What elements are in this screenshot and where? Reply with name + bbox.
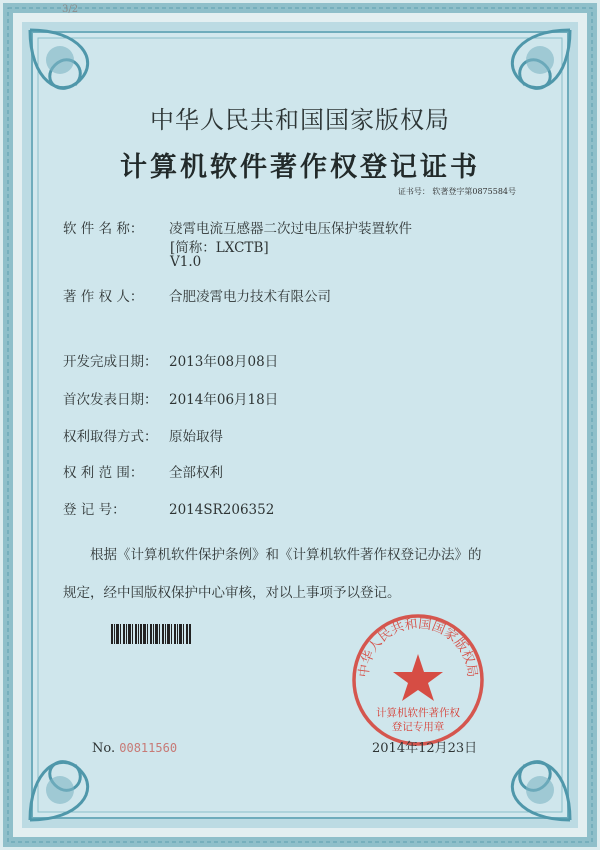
scope-row [63,461,223,481]
software-version: V1.0 [170,254,202,270]
issue-date: 2014年12月23日 [372,741,478,756]
owner-value: 合肥凌霄电力技术有限公司 [169,289,331,305]
publication-date-label: 首次发表日期： [63,392,158,408]
completion-date-label: 开发完成日期： [63,354,158,370]
completion-date-row [63,350,278,370]
handwritten-note: 3/2 [62,4,79,15]
serial-value: 00811560 [119,741,178,755]
scope-label: 权 利 范 围： [63,465,144,481]
serial-prefix: No. [92,741,116,756]
acquisition-row [63,425,223,445]
registration-number-value: 2014SR206352 [169,502,275,518]
publication-date-value: 2014年06月18日 [169,392,279,408]
barcode [110,622,192,646]
scope-value: 全部权利 [169,465,223,481]
serial-number [92,741,177,756]
issuer-title: 中华人民共和国国家版权局 [150,106,450,134]
registration-number-row [63,498,274,518]
acquisition-label: 权利取得方式： [63,429,158,445]
completion-date-value: 2013年08月08日 [169,354,279,370]
certificate-number: 证书号： 软著登字第0875584号 [397,187,516,196]
statement-line-2: 规定，经中国版权保护中心审核，对以上事项予以登记。 [63,585,401,601]
owner-label: 著 作 权 人： [63,289,144,305]
statement-line-1: 根据《计算机软件保护条例》和《计算机软件著作权登记办法》的 [90,547,482,563]
star-icon [393,654,443,701]
certificate-title: 计算机软件著作权登记证书 [120,152,480,183]
seal-line-2: 登记专用章 [391,721,445,733]
official-seal [350,612,486,748]
software-name-label: 软 件 名 称： [63,221,144,237]
registration-number-label: 登 记 号： [63,502,126,518]
software-name-value: 凌霄电流互感器二次过电压保护装置软件 [169,221,412,237]
owner-row [63,285,331,305]
svg-text:中华人民共和国国家版权局: 中华人民共和国国家版权局 [356,616,480,679]
software-short-name: [简称：LXCTB] [170,240,269,256]
publication-date-row [63,388,278,408]
acquisition-value: 原始取得 [169,429,223,445]
software-name-row [63,217,412,237]
seal-line-1: 计算机软件著作权 [376,707,460,719]
